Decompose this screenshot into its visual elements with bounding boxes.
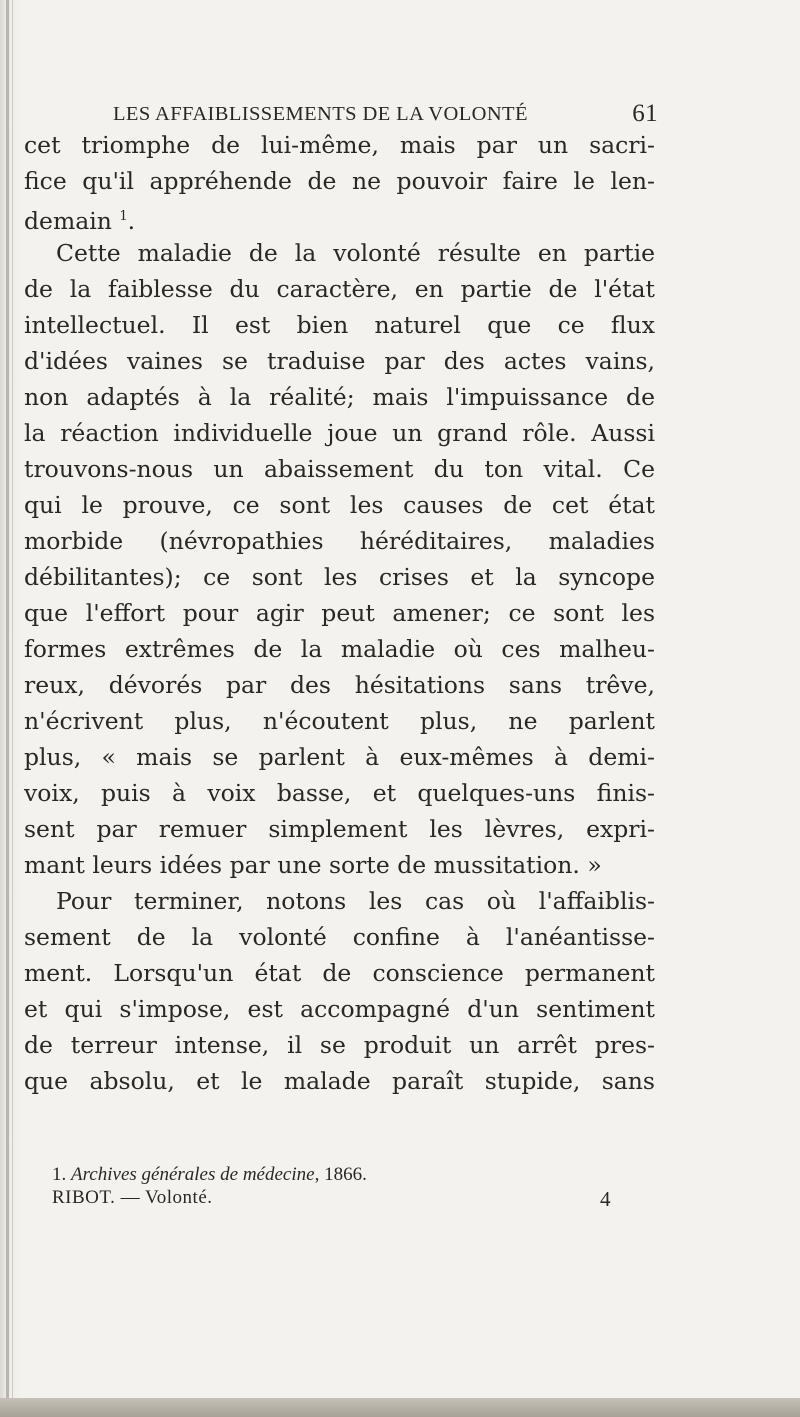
text-line: intellectuel. Il est bien naturel que ce flux (24, 311, 655, 339)
text-line: formes extrêmes de la maladie où ces malheu- (24, 635, 655, 663)
text-line: Cette maladie de la volonté résulte en partie (56, 239, 655, 267)
footnote-number: 1. (52, 1164, 67, 1185)
text-line: Pour terminer, notons les cas où l'affaiblis- (56, 887, 655, 915)
text-line: n'écrivent plus, n'écoutent plus, ne parlent (24, 707, 655, 735)
text-line: sement de la volonté confine à l'anéantisse- (24, 923, 655, 951)
text-line: débilitantes); ce sont les crises et la syncope (24, 563, 655, 591)
text-line: de la faiblesse du caractère, en partie de l'état (24, 275, 655, 303)
text-line: sent par remuer simplement les lèvres, expri- (24, 815, 655, 843)
text-line: voix, puis à voix basse, et quelques-uns finis- (24, 779, 655, 807)
text-line: non adaptés à la réalité; mais l'impuissance de (24, 383, 655, 411)
text-line: fice qu'il appréhende de ne pouvoir faire le len- (24, 167, 655, 195)
text-line: plus, « mais se parlent à eux-mêmes à demi- (24, 743, 655, 771)
footnote-year: , 1866. (314, 1164, 367, 1185)
text-line: reux, dévorés par des hésitations sans trêve, (24, 671, 655, 699)
text-line: la réaction individuelle joue un grand rôle. Aussi (24, 419, 655, 447)
text-line: que absolu, et le malade paraît stupide, sans (24, 1067, 655, 1095)
page-bottom-edge (0, 1398, 800, 1417)
text-line: demain $^1$. (24, 207, 136, 235)
text-line: mant leurs idées par une sorte de mussitation. » (24, 851, 602, 879)
text-line: que l'effort pour agir peut amener; ce sont les (24, 599, 655, 627)
text-line: morbide (névropathies héréditaires, maladies (24, 527, 655, 555)
page-spine-shadow (6, 0, 9, 1417)
signature-text: RIBOT. — Volonté. (52, 1187, 213, 1208)
printer-signature (52, 1187, 656, 1215)
text-line: d'idées vaines se traduise par des actes vains, (24, 347, 655, 375)
page-number: 61 (632, 100, 658, 127)
footnote-marker: 1 (119, 209, 128, 224)
body-text (24, 127, 655, 1099)
text-line: cet triomphe de lui-même, mais par un sacri- (24, 131, 655, 159)
running-title: LES AFFAIBLISSEMENTS DE LA VOLONTÉ (113, 103, 528, 125)
page-spine-line (12, 0, 13, 1417)
text-line: ment. Lorsqu'un état de conscience permanent (24, 959, 655, 987)
text-line: de terreur intense, il se produit un arrêt pres- (24, 1031, 655, 1059)
footnote (52, 1162, 656, 1188)
text-line: trouvons-nous un abaissement du ton vital. Ce (24, 455, 655, 483)
footnote-journal: Archives générales de médecine (71, 1164, 315, 1185)
text-line: et qui s'impose, est accompagné d'un sentiment (24, 995, 655, 1023)
signature-number: 4 (600, 1187, 611, 1211)
text-line: qui le prouve, ce sont les causes de cet état (24, 491, 655, 519)
